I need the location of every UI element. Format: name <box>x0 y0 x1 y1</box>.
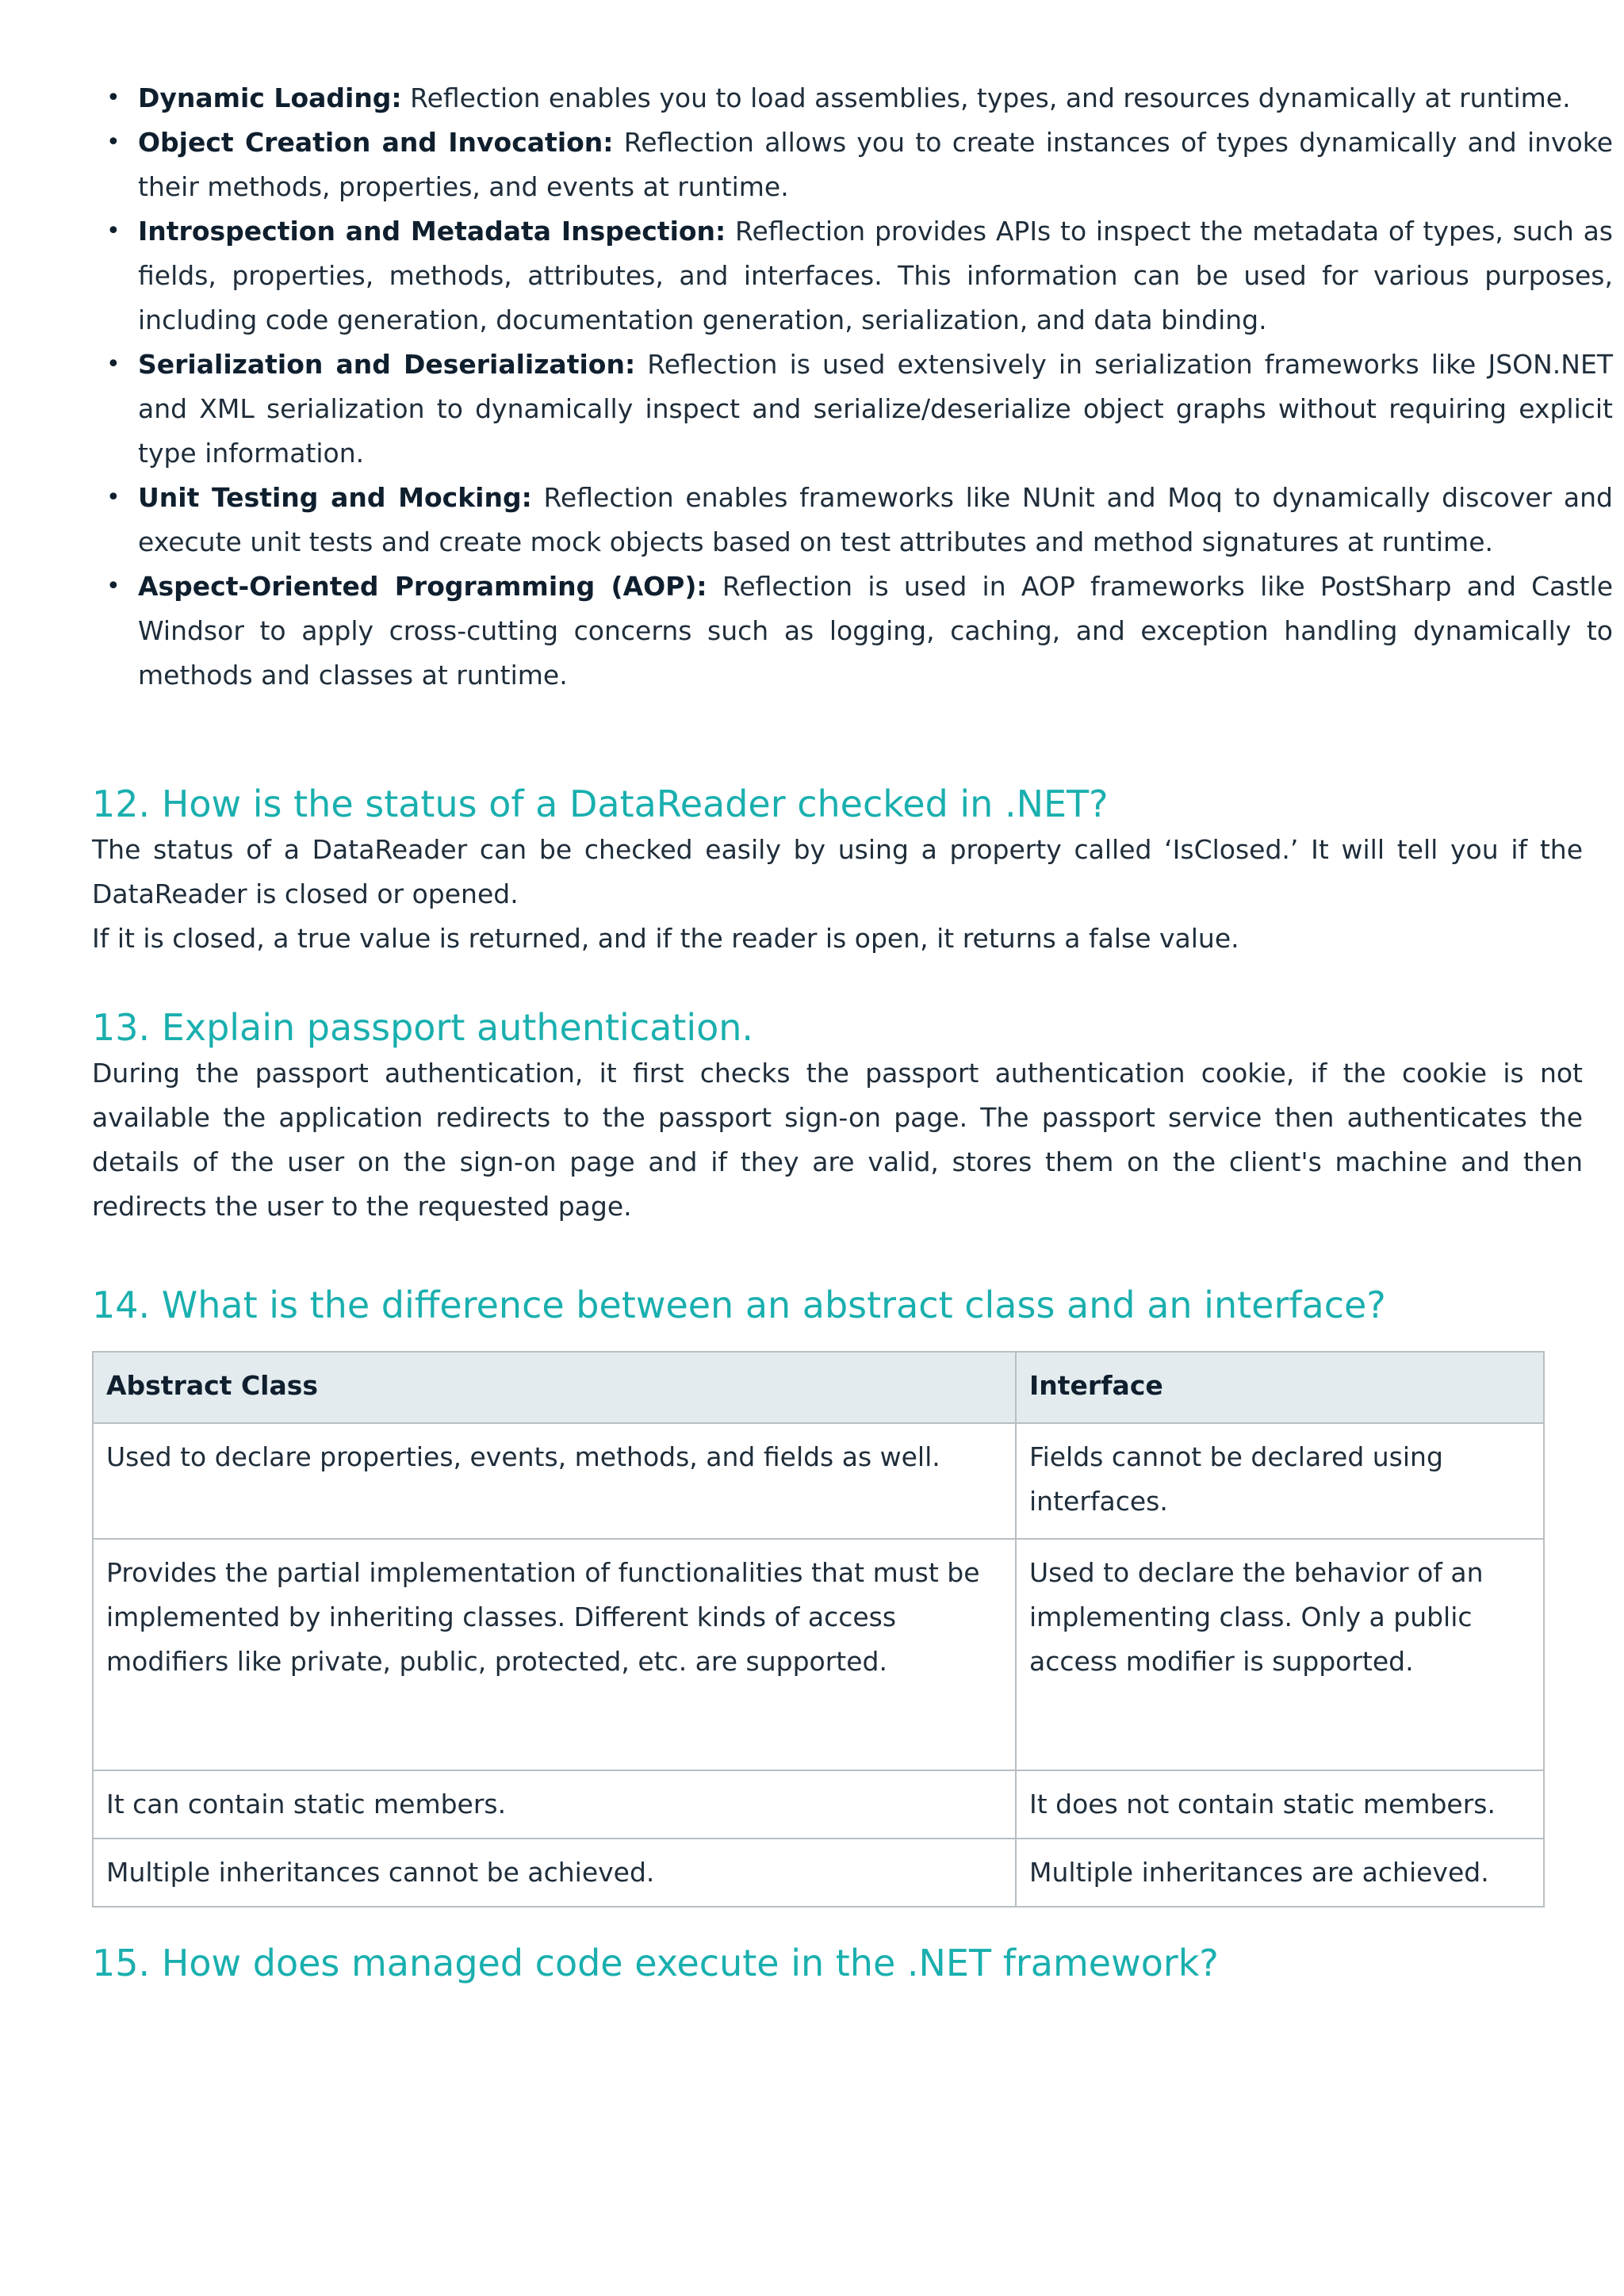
paragraph: The status of a DataReader can be checked easily by using a property called ‘IsClosed.’ It will tell you if the DataReader is closed or opened. <box>92 834 1583 909</box>
table-row <box>93 1423 1544 1539</box>
table-row <box>93 1770 1544 1839</box>
bullet-icon: • <box>106 128 121 156</box>
table-cell: Provides the partial implementation of functionalities that must be implemented by inheriting classes. Different kinds of access modifiers like private, public, protected, etc. are supported. <box>93 1539 1016 1770</box>
column-header: Abstract Class <box>93 1352 1016 1423</box>
reflection-uses-list <box>106 76 1614 698</box>
bullet-icon: • <box>106 84 121 112</box>
bullet-text: Reflection is used in AOP frameworks like PostSharp and Castle Windsor to apply cross-cutting concerns such as logging, caching, and exception handling dynamically to methods and classes at runtime. <box>138 571 1614 691</box>
list-item <box>106 209 1613 342</box>
table-cell: It can contain static members. <box>93 1770 1016 1839</box>
bullet-term: Aspect-Oriented Programming (AOP): <box>138 571 707 602</box>
paragraph: If it is closed, a true value is returned, and if the reader is open, it returns a false value. <box>92 923 1239 954</box>
table-cell: It does not contain static members. <box>1016 1770 1544 1839</box>
table-header-row <box>93 1352 1544 1423</box>
column-header: Interface <box>1016 1352 1544 1423</box>
bullet-term: Serialization and Deserialization: <box>138 349 636 380</box>
bullet-icon: • <box>106 217 121 245</box>
list-item <box>106 476 1613 564</box>
bullet-term: Object Creation and Invocation: <box>138 127 614 158</box>
bullet-text: Reflection is used extensively in serialization frameworks like JSON.NET and XML serialization to dynamically inspect and serialize/deserialize object graphs without requiring explicit type information. <box>138 349 1613 469</box>
list-item <box>106 564 1614 698</box>
table-cell: Used to declare the behavior of an implementing class. Only a public access modifier is supported. <box>1016 1539 1544 1770</box>
bullet-icon: • <box>106 484 121 511</box>
table-cell: Multiple inheritances are achieved. <box>1016 1839 1544 1907</box>
section-heading-q14: 14. What is the difference between an abstract class and an interface? <box>92 1284 1386 1326</box>
section-heading-q15: 15. How does managed code execute in the .NET framework? <box>92 1942 1219 1984</box>
table-cell: Multiple inheritances cannot be achieved. <box>93 1839 1016 1907</box>
bullet-text: Reflection provides APIs to inspect the metadata of types, such as fields, properties, methods, attributes, and interfaces. This information can be used for various purposes, including code generation, documentation generation, serialization, and data binding. <box>138 216 1613 335</box>
comparison-table <box>92 1351 1545 1908</box>
list-item <box>106 76 1613 121</box>
bullet-term: Introspection and Metadata Inspection: <box>138 216 726 247</box>
section-heading-q13: 13. Explain passport authentication. <box>92 1006 754 1049</box>
list-item <box>106 121 1613 209</box>
bullet-term: Dynamic Loading: <box>138 82 402 113</box>
table-cell: Fields cannot be declared using interfaces. <box>1016 1423 1544 1539</box>
table-cell: Used to declare properties, events, methods, and fields as well. <box>93 1423 1016 1539</box>
bullet-icon: • <box>106 572 121 600</box>
list-item <box>106 342 1613 476</box>
bullet-text: Reflection enables you to load assemblies, types, and resources dynamically at runtime. <box>401 82 1571 113</box>
table-row <box>93 1539 1544 1770</box>
bullet-text: Reflection allows you to create instances of types dynamically and invoke their methods, properties, and events at runtime. <box>138 127 1613 202</box>
section-heading-q12: 12. How is the status of a DataReader checked in .NET? <box>92 783 1109 825</box>
paragraph: During the passport authentication, it first checks the passport authentication cookie, if the cookie is not available the application redirects to the passport sign-on page. The passport service then authenticates the details of the user on the sign-on page and if they are valid, stores them on the client's machine and then redirects the user to the requested page. <box>92 1058 1583 1222</box>
bullet-term: Unit Testing and Mocking: <box>138 482 532 513</box>
bullet-icon: • <box>106 350 121 378</box>
table-row <box>93 1839 1544 1907</box>
bullet-text: Reflection enables frameworks like NUnit and Moq to dynamically discover and execute unit tests and create mock objects based on test attributes and method signatures at runtime. <box>138 482 1613 557</box>
